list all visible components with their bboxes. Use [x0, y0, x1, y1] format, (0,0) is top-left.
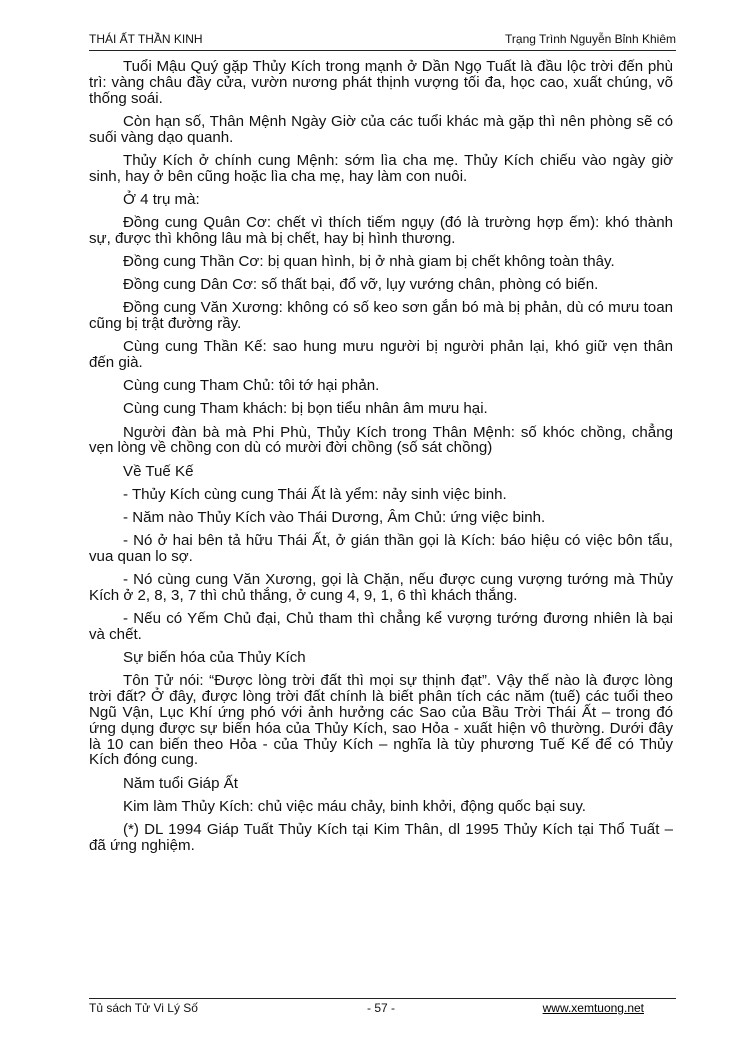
- paragraph: Tôn Tử nói: “Được lòng trời đất thì mọi sự thịnh đạt”. Vậy thế nào là được lòng trời đất? Ở đây, được lòng trời đất chính là biết phân tích các năm (tuế) các tuổi theo Ngũ Vận, Lục Khí ứng phó với ảnh hưởng các Sao của Bầu Trời Thái Ất – trong đó ứng dụng được sự biến hóa của Thủy Kích, sao Hỏa - xuất hiện vô thường. Dưới đây là 10 can biến theo Hỏa - của Thủy Kích – nghĩa là tùy phương Tuế Kế để có Thủy Kích đóng cung.: [89, 672, 673, 769]
- paragraph: Còn hạn số, Thân Mệnh Ngày Giờ của các tuổi khác mà gặp thì nên phòng sẽ có suối vàng dạo quanh.: [89, 112, 673, 146]
- paragraph: Người đàn bà mà Phi Phù, Thủy Kích trong Thân Mệnh: số khóc chồng, chẳng vẹn lòng về chồng con dù có mười đời chồng (số sát chồng): [89, 423, 673, 457]
- paragraph: Đồng cung Thần Cơ: bị quan hình, bị ở nhà giam bị chết không toàn thây.: [123, 252, 615, 270]
- paragraph: Ở 4 trụ mà:: [123, 190, 200, 208]
- footer-divider: [89, 998, 676, 999]
- page-number: - 57 -: [367, 1001, 396, 1015]
- paragraph: Cùng cung Tham khách: bị bọn tiểu nhân âm mưu hại.: [123, 400, 488, 418]
- page-header: [89, 32, 676, 50]
- page-body: [89, 59, 673, 861]
- paragraph: (*) DL 1994 Giáp Tuất Thủy Kích tại Kim Thân, dl 1995 Thủy Kích tại Thổ Tuất – đã ứng nghiệm.: [89, 820, 673, 854]
- paragraph: - Năm nào Thủy Kích vào Thái Dương, Âm Chủ: ứng việc binh.: [123, 509, 546, 526]
- header-divider: [89, 50, 676, 51]
- section-heading: Năm tuổi Giáp Ất: [123, 774, 238, 792]
- paragraph: Cùng cung Tham Chủ: tôi tớ hại phản.: [123, 377, 380, 395]
- paragraph: Cùng cung Thần Kế: sao hung mưu người bị người phản lại, khó giữ vẹn thân đến già.: [89, 338, 673, 372]
- page-footer: [89, 1001, 676, 1019]
- paragraph: - Thủy Kích cùng cung Thái Ất là yểm: nảy sinh việc binh.: [123, 485, 507, 503]
- paragraph: Kim làm Thủy Kích: chủ việc máu chảy, binh khởi, động quốc bại suy.: [123, 797, 586, 815]
- paragraph: Đồng cung Văn Xương: không có số keo sơn gắn bó mà bị phản, dù có mưu toan cũng bị trật đường rầy.: [89, 299, 673, 333]
- paragraph: Tuổi Mậu Quý gặp Thủy Kích trong mạnh ở Dần Ngọ Tuất là đầu lộc trời đến phù trì: vàng châu đầy cửa, vườn nương phát thịnh vượng tối đa, học cao, xuất chúng, võ thống soái.: [89, 58, 673, 107]
- paragraph: Đồng cung Quân Cơ: chết vì thích tiếm ngụy (đó là trường hợp ếm): khó thành sự, được thì không lâu mà bị chết, hay bị hình thương.: [89, 213, 673, 247]
- paragraph: Đồng cung Dân Cơ: số thất bại, đổ vỡ, lụy vướng chân, phòng có biến.: [123, 276, 599, 294]
- footer-website-link[interactable]: www.xemtuong.net: [542, 1001, 644, 1015]
- section-heading: Về Tuế Kế: [123, 462, 194, 480]
- header-author: Trạng Trình Nguyễn Bỉnh Khiêm: [505, 32, 676, 46]
- paragraph: Thủy Kích ở chính cung Mệnh: sớm lìa cha mẹ. Thủy Kích chiếu vào ngày giờ sinh, hay ở bên cũng hoặc lìa cha mẹ, hay làm con nuôi.: [89, 151, 673, 185]
- header-book-title: THÁI ẤT THẦN KINH: [89, 32, 203, 46]
- paragraph: - Nó cùng cung Văn Xương, gọi là Chặn, nếu được cung vượng tướng mà Thủy Kích ở 2, 8, 3, 7 thì chủ thắng, ở cung 4, 9, 1, 6 thì khách thắng.: [89, 571, 673, 604]
- paragraph: - Nếu có Yếm Chủ đại, Chủ tham thì chẳng kể vượng tướng đương nhiên là bại và chết.: [89, 610, 673, 643]
- footer-collection: Tủ sách Tử Vi Lý Số: [89, 1001, 198, 1015]
- section-heading: Sự biến hóa của Thủy Kích: [123, 649, 306, 667]
- paragraph: - Nó ở hai bên tả hữu Thái Ất, ở gián thần gọi là Kích: báo hiệu có việc bôn tẩu, vua quan lo sợ.: [89, 532, 673, 565]
